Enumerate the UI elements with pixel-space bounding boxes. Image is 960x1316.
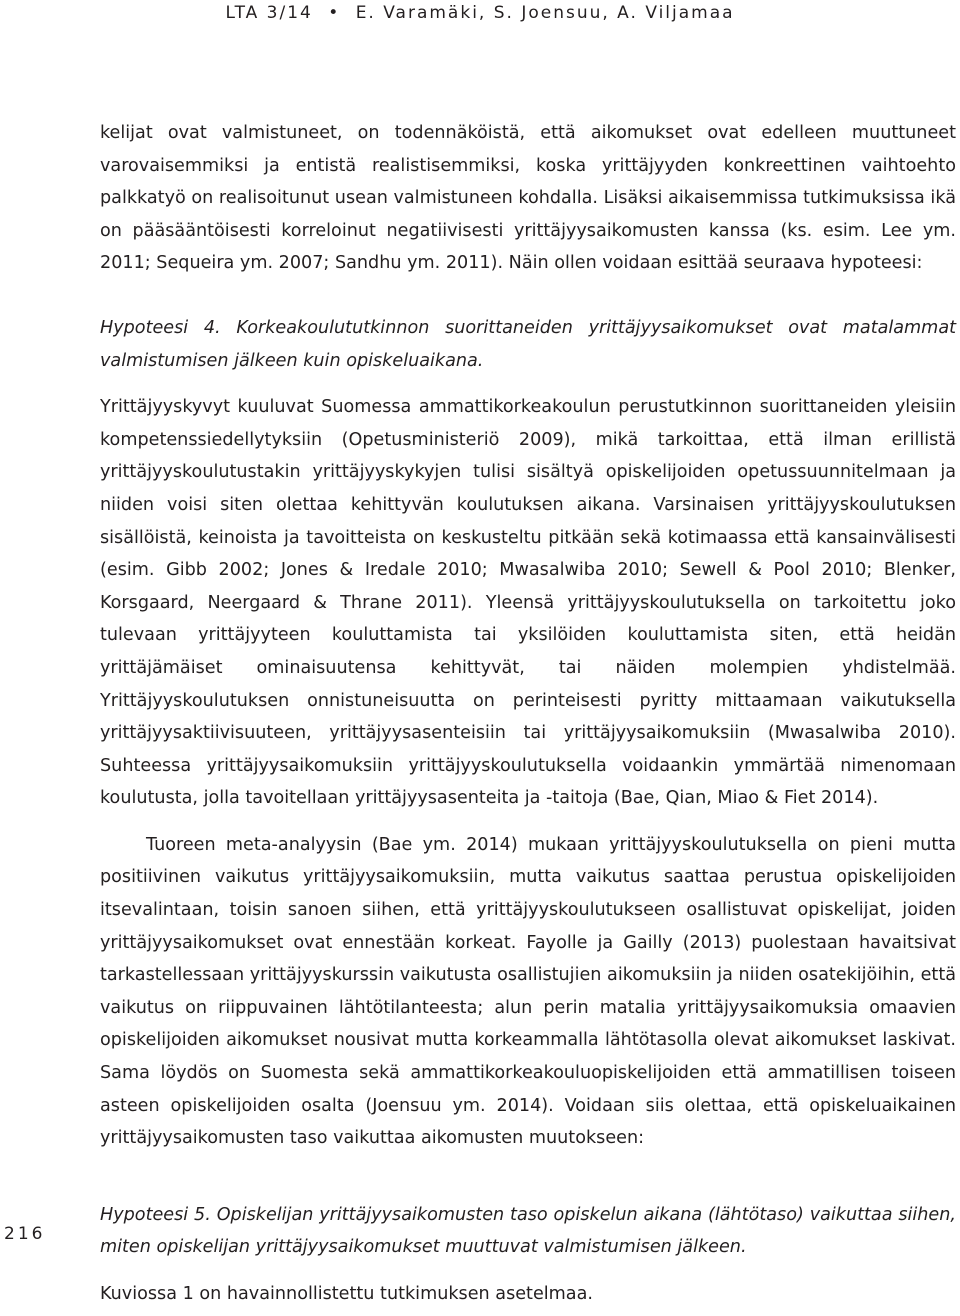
hypothesis-4: Hypoteesi 4. Korkeakoulututkinnon suorittaneiden yrittäjyysaikomukset ovat matalammat valmistumisen jälkeen kuin opiskeluaikana. bbox=[100, 317, 956, 371]
paragraph-entrepreneurship-skills: Yrittäjyyskyvyt kuuluvat Suomessa ammattikorkeakoulun perustutkinnon suorittaneiden yleisiin kompetenssiedellytyksiin (Opetusministeriö 2009), mikä tarkoittaa, että ilman erillistä yrittäjyyskoulutustakin yrittäjyyskykyjen tulisi sisältyä opiskelijoiden opetussuunnitelmaan ja niiden voisi siten olettaa kehittyvän koulutuksen aikana. Varsinaisen yrittäjyyskoulutuksen sisällöistä, keinoista ja tavoitteista on keskusteltu pitkään sekä kotimaassa että kansainvälisesti (esim. Gibb 2002; Jones & Iredale 2010; Mwasalwiba 2010; Sewell & Pool 2010; Blenker, Korsgaard, Neergaard & Thrane 2011). Yleensä yrittäjyyskoulutuksella on tarkoitettu joko tulevaan yrittäjyyteen kouluttamista tai yksilöiden kouluttamista siten, että heidän yrittäjämäiset ominaisuutensa kehittyvät, tai näiden molempien yhdistelmää. Yrittäjyyskoulutuksen onnistuneisuutta on perinteisesti pyritty mittaamaan vaikutuksella yrittäjyysaktiivisuuteen, yrittäjyysasenteisiin tai yrittäjyysaikomuksiin (Mwasalwiba 2010). Suhteessa yrittäjyysaikomuksiin yrittäjyyskoulutuksella voidaankin ymmärtää nimenomaan koulutusta, jolla tavoitellaan yrittäjyysasenteita ja -taitoja (Bae, Qian, Miao & Fiet 2014). bbox=[100, 397, 956, 809]
paragraph-intro: kelijat ovat valmistuneet, on todennäköistä, että aikomukset ovat edelleen muuttuneet varovaisemmiksi ja entistä realistisemmiksi, koska yrittäjyyden konkreettinen vaihtoehto palkkatyö on realisoitunut usean valmistuneen kohdalla. Lisäksi aikaisemmissa tutkimuksissa ikä on pääsääntöisesti korreloinut negatiivisesti yrittäjyysaikomusten kanssa (ks. esim. Lee ym. 2011; Sequeira ym. 2007; Sandhu ym. 2011). Näin ollen voidaan esittää seuraava hypoteesi: bbox=[100, 123, 956, 274]
page-number: 216 bbox=[4, 1224, 46, 1244]
paragraph-figure-reference: Kuviossa 1 on havainnollistettu tutkimuksen asetelmaa. bbox=[100, 1284, 593, 1304]
hypothesis-5: Hypoteesi 5. Opiskelijan yrittäjyysaikomusten taso opiskelun aikana (lähtötaso) vaikuttaa siihen, miten opiskelijan yrittäjyysaikomukset muuttuvat valmistumisen jälkeen. bbox=[100, 1204, 956, 1258]
journal-issue: LTA 3/14 bbox=[225, 3, 313, 23]
running-header bbox=[0, 3, 960, 23]
bullet-separator: • bbox=[328, 3, 341, 23]
author-names: E. Varamäki, S. Joensuu, A. Viljamaa bbox=[355, 3, 735, 23]
article-body bbox=[100, 117, 956, 1311]
paragraph-meta-analysis: Tuoreen meta-analyysin (Bae ym. 2014) mukaan yrittäjyyskoulutuksella on pieni mutta positiivinen vaikutus yrittäjyysaikomuksiin, mutta vaikutus saattaa perustua opiskelijoiden itsevalintaan, toisin sanoen siihen, että yrittäjyyskoulutukseen osallistuvat opiskelijat, joiden yrittäjyysaikomukset ovat ennestään korkeat. Fayolle ja Gailly (2013) puolestaan havaitsivat tarkastellessaan yrittäjyyskurssin vaikutusta osallistujien aikomuksiin ja niiden osatekijöihin, että vaikutus on riippuvainen lähtötilanteesta; alun perin matalia yrittäjyysaikomuksia omaavien opiskelijoiden aikomukset nousivat mutta korkeammalla lähtötasolla olevat aikomukset laskivat. Sama löydös on Suomesta sekä ammattikorkeakouluopiskelijoiden että ammatillisen toiseen asteen opiskelijoiden osalta (Joensuu ym. 2014). Voidaan siis olettaa, että opiskeluaikainen yrittäjyysaikomusten taso vaikuttaa aikomusten muutokseen: bbox=[100, 834, 956, 1149]
